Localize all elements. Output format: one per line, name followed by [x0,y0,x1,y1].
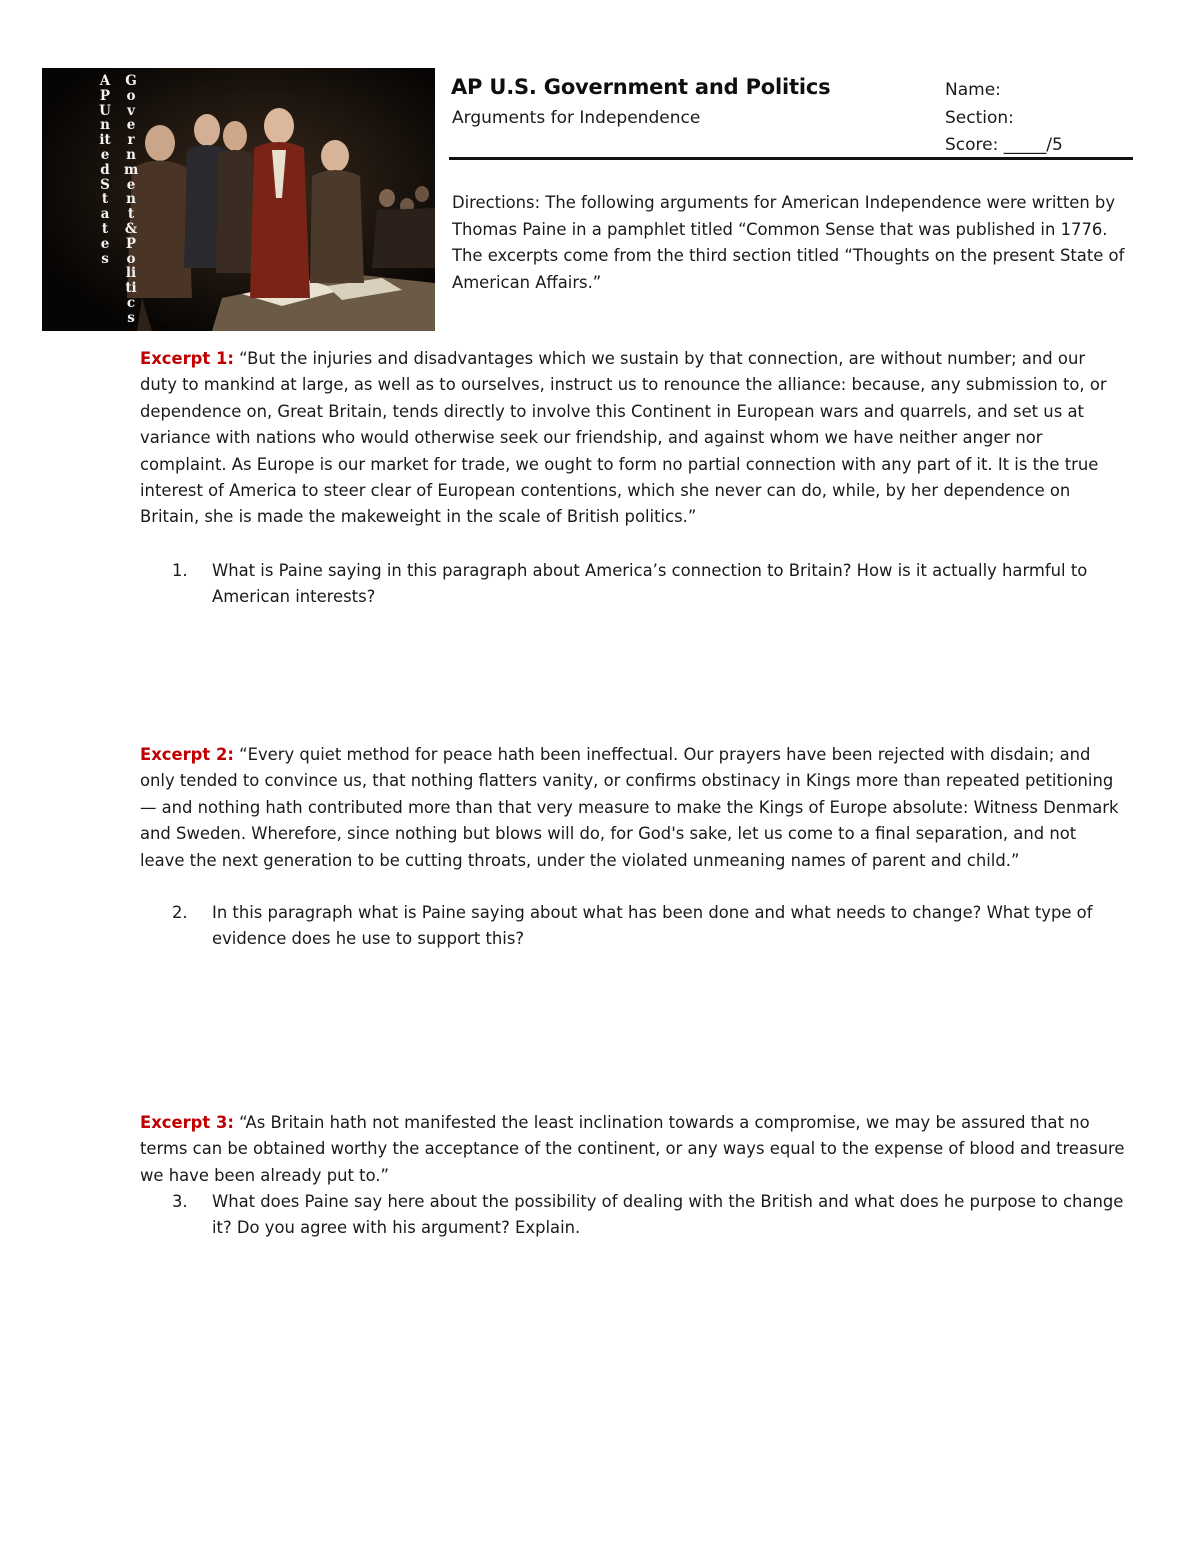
score-field-label: Score: _____/5 [945,135,1063,155]
question-3-text: What does Paine say here about the possibility of dealing with the British and what does he purpose to change it? Do you agree with his argument? Explain. [212,1192,1124,1238]
section-field-label: Section: [945,108,1014,128]
vertical-label-government-politics: Government & Politics [124,73,139,326]
question-2 [172,900,1137,953]
question-3 [172,1189,1137,1242]
excerpt-3 [140,1110,1125,1189]
excerpt-1-label: Excerpt 1: [140,349,234,368]
excerpt-2 [140,742,1125,874]
question-1-text: What is Paine saying in this paragraph about America’s connection to Britain? How is it actually harmful to American interests? [212,561,1088,607]
worksheet-title: AP U.S. Government and Politics [451,75,831,99]
excerpt-2-text: “Every quiet method for peace hath been ineffectual. Our prayers have been rejected with disdain; and only tended to convince us, that nothing flatters vanity, or confirms obstinacy in Kings more than repeated petitioning — and nothing hath contributed more than that very measure to make the Kings of Europe absolute: Witness Denmark and Sweden. Wherefore, since nothing but blows will do, for God's sake, let us come to a final separation, and not leave the next generation to be cutting throats, under the violated unmeaning names of parent and child.” [140,745,1119,870]
name-field-label: Name: [945,80,1001,100]
header-painting-image [42,68,435,331]
excerpt-1-text: “But the injuries and disadvantages which we sustain by that connection, are without number; and our duty to mankind at large, as well as to ourselves, instruct us to renounce the alliance: because, any submission to, or dependence on, Great Britain, tends directly to involve this Continent in European wars and quarrels, and set us at variance with nations who would otherwise seek our friendship, and against whom we have neither anger nor complaint. As Europe is our market for trade, we ought to form no partial connection with any part of it. It is the true interest of America to steer clear of European contentions, which she never can do, while, by her dependence on Britain, she is made the makeweight in the scale of British politics.” [140,349,1107,527]
header-divider [449,157,1133,160]
directions-paragraph: Directions: The following arguments for American Independence were written by Thomas Paine in a pamphlet titled “Common Sense that was published in 1776. The excerpts come from the third section titled “Thoughts on the present State of American Affairs.” [452,193,1125,292]
excerpt-2-label: Excerpt 2: [140,745,234,764]
worksheet-subtitle: Arguments for Independence [452,108,701,128]
question-2-number: 2. [172,903,188,922]
question-2-text: In this paragraph what is Paine saying about what has been done and what needs to change? What type of evidence does he use to support this? [212,903,1093,949]
excerpt-3-text: “As Britain hath not manifested the least inclination towards a compromise, we may be assured that no terms can be obtained worthy the acceptance of the continent, or any ways equal to the expense of blood and treasure we have been already put to.” [140,1113,1125,1185]
excerpt-1 [140,346,1125,531]
question-1-number: 1. [172,561,188,580]
question-1 [172,558,1137,611]
vertical-label-ap-united-states: AP United States [99,73,111,267]
excerpt-3-label: Excerpt 3: [140,1113,234,1132]
question-3-number: 3. [172,1192,188,1211]
